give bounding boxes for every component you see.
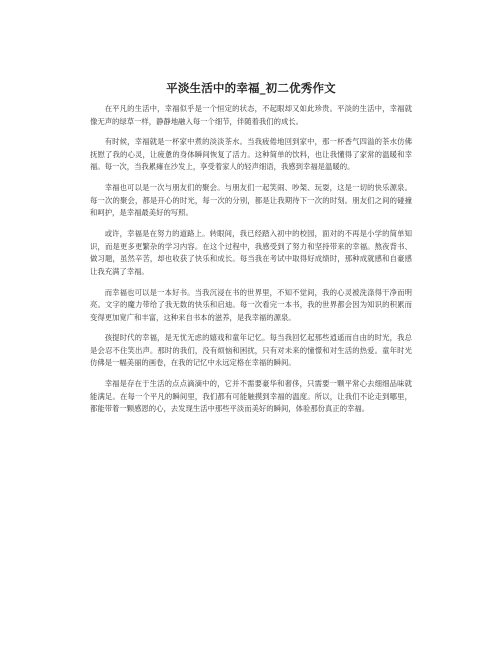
document-title: 平淡生活中的幸福_初二优秀作文 [166, 81, 336, 95]
paragraph-1: 在平凡的生活中，幸福似乎是一个恒定的状态，不起眼却又如此珍贵。平淡的生活中，幸福就像无声的绿草一样，静静地融入每一个细节，伴随着我们的成长。 [90, 104, 412, 126]
paragraph-5: 而幸福也可以是一本好书。当我沉浸在书的世界里，不知不觉间，我的心灵被洗涤得干净而明亮。文字的魔力带给了我无数的快乐和启迪。每一次看完一本书，我的世界都会因为知识的积累而变得更加宽广和丰富，这种来自书本的滋养，是我幸福的源泉。 [90, 287, 412, 322]
document-body [90, 103, 412, 424]
paragraph-6: 孩提时代的幸福，是无忧无虑的嬉戏和童年记忆。每当我回忆起那些逍遥而自由的时光，我总是会忍不住笑出声。那时的我们，没有烦恼和困扰，只有对未来的憧憬和对生活的热爱。童年时光仿佛是一幅美丽的画卷，在我的记忆中永远定格在幸福的瞬间。 [90, 333, 412, 368]
paragraph-7: 幸福是存在于生活的点点滴滴中的，它并不需要豪华和奢侈，只需要一颗平常心去细细品味就能满足。在每一个平凡的瞬间里，我们都有可能触摸到幸福的温度。所以，让我们不论走到哪里，都能带着一颗感恩的心，去发现生活中那些平淡而美好的瞬间，体验那份真正的幸福。 [90, 379, 412, 414]
paragraph-3: 幸福也可以是一次与朋友们的聚会。与朋友们一起笑闹、吵架、玩耍，这是一切的快乐源泉。每一次的聚会，都是开心的时光，每一次的分别，都是让我期待下一次的时刻。朋友们之间的碰撞和呵护，是幸福最美好的写照。 [90, 183, 412, 218]
paragraph-4: 或许，幸福是在努力的道路上。转眼间，我已经踏入初中的校园，面对的不再是小学的简单知识，而是更多更繁杂的学习内容。在这个过程中，我感受到了努力和坚持带来的幸福。熬夜背书、做习题，虽然辛苦，却也收获了快乐和成长。每当我在考试中取得好成绩时，那种成就感和自豪感让我充满了幸福。 [90, 229, 412, 276]
paragraph-2: 有时候，幸福就是一杯家中煮的淡淡茶水。当我疲倦地回到家中，那一杯香气四溢的茶水仿佛抚慰了我的心灵，让疲惫的身体瞬间恢复了活力。这种简单的饮料，也让我懂得了家常的温暖和幸福。每一次，当我累瘫在沙发上，享受着家人的轻声细语，我感到幸福是温暖的。 [90, 137, 412, 172]
